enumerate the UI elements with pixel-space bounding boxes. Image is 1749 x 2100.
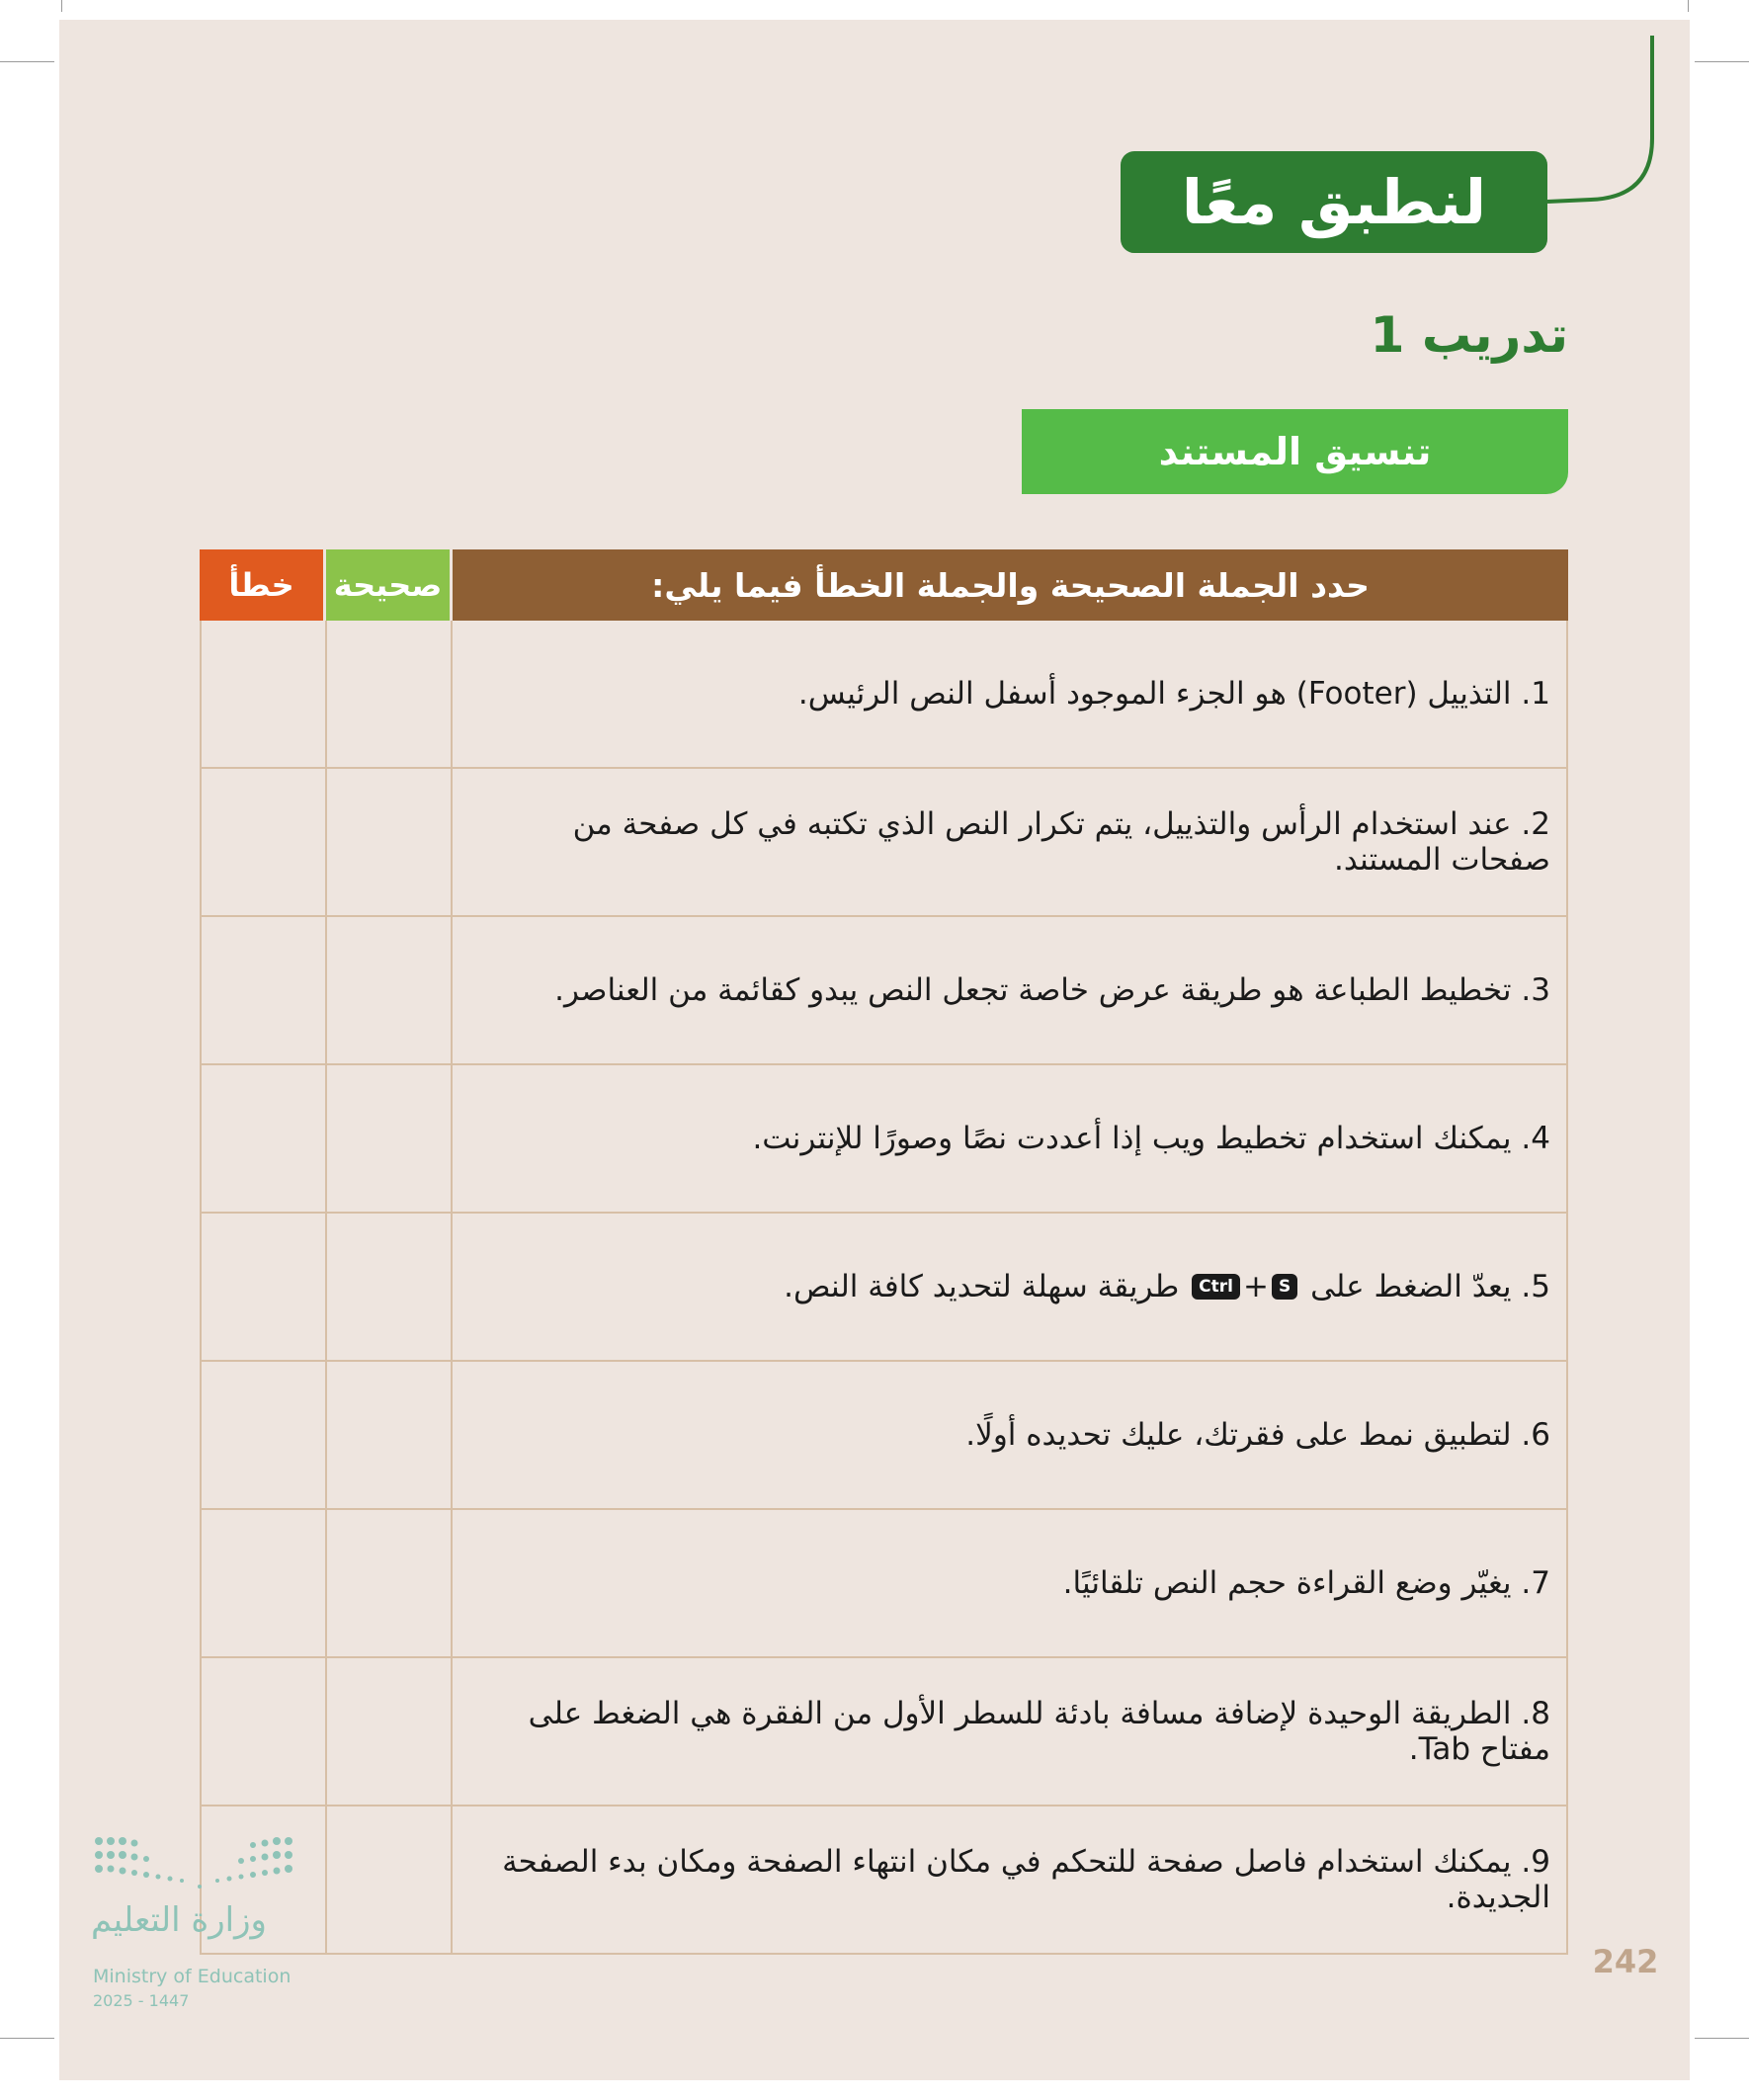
page-number: 242 xyxy=(1592,1943,1659,1980)
header-wrong: خطأ xyxy=(200,549,326,621)
statement-text: 9. يمكنك استخدام فاصل صفحة للتحكم في مكان انتهاء الصفحة ومكان بدء الصفحة الجديدة. xyxy=(502,1844,1550,1915)
statement-text xyxy=(453,1214,1566,1360)
statement-text: 4. يمكنك استخدام تخطيط ويب إذا أعددت نصًا وصورًا للإنترنت. xyxy=(752,1121,1550,1156)
ministry-logo-dots-icon xyxy=(91,1833,298,1892)
crop-mark xyxy=(1688,0,1689,12)
statement-text: 3. تخطيط الطباعة هو طريقة عرض خاصة تجعل النص يبدو كقائمة من العناصر. xyxy=(554,972,1550,1008)
wrong-answer-cell[interactable] xyxy=(202,1510,327,1656)
right-answer-cell[interactable] xyxy=(327,1806,453,1953)
right-answer-cell[interactable] xyxy=(327,1065,453,1212)
ministry-name-arabic: وزارة التعليم xyxy=(91,1900,267,1940)
right-answer-cell[interactable] xyxy=(327,1658,453,1805)
table-header xyxy=(200,549,1568,621)
header-right: صحيحة xyxy=(326,549,453,621)
right-answer-cell[interactable] xyxy=(327,917,453,1063)
right-answer-cell[interactable] xyxy=(327,621,453,767)
exercise-title: تدريب 1 xyxy=(1370,306,1568,364)
crop-mark xyxy=(61,0,62,12)
table-row xyxy=(202,915,1566,1063)
ministry-name-english: Ministry of Education xyxy=(93,1966,292,1987)
wrong-answer-cell[interactable] xyxy=(202,1362,327,1508)
plus-sign: + xyxy=(1242,1269,1269,1304)
wrong-answer-cell[interactable] xyxy=(202,1658,327,1805)
ctrl-key-icon: Ctrl xyxy=(1192,1274,1240,1300)
wrong-answer-cell[interactable] xyxy=(202,1214,327,1360)
wrong-answer-cell[interactable] xyxy=(202,917,327,1063)
statement-text-before: 5. يعدّ الضغط على xyxy=(1310,1269,1550,1304)
table-row xyxy=(202,1212,1566,1360)
wrong-answer-cell[interactable] xyxy=(202,1065,327,1212)
wrong-answer-cell[interactable] xyxy=(202,621,327,767)
right-answer-cell[interactable] xyxy=(327,769,453,915)
statement-text: 2. عند استخدام الرأس والتذييل، يتم تكرار النص الذي تكتبه في كل صفحة من صفحات المستند. xyxy=(572,806,1550,878)
statement-text-after: طريقة سهلة لتحديد كافة النص. xyxy=(784,1269,1180,1304)
right-answer-cell[interactable] xyxy=(327,1510,453,1656)
table-row xyxy=(202,1805,1566,1953)
table-row xyxy=(202,621,1566,767)
table-row xyxy=(202,1360,1566,1508)
statement-text: 7. يغيّر وضع القراءة حجم النص تلقائيًا. xyxy=(1062,1565,1550,1601)
topic-banner: تنسيق المستند xyxy=(1022,409,1568,494)
ministry-year: 2025 - 1447 xyxy=(93,1991,190,2010)
main-title: لنطبق معًا xyxy=(1121,151,1547,253)
crop-mark xyxy=(1695,61,1749,62)
statement-text: 8. الطريقة الوحيدة لإضافة مسافة بادئة للسطر الأول من الفقرة هي الضغط على مفتاح Tab. xyxy=(528,1696,1550,1767)
header-instruction: حدد الجملة الصحيحة والجملة الخطأ فيما يلي: xyxy=(453,549,1568,621)
table-body xyxy=(200,621,1568,1955)
s-key-icon: S xyxy=(1272,1274,1297,1300)
crop-mark xyxy=(0,2038,54,2039)
table-row xyxy=(202,767,1566,915)
wrong-answer-cell[interactable] xyxy=(202,769,327,915)
right-answer-cell[interactable] xyxy=(327,1362,453,1508)
ministry-logo xyxy=(91,1833,298,2011)
table-row xyxy=(202,1508,1566,1656)
crop-mark xyxy=(0,61,54,62)
table-row xyxy=(202,1063,1566,1212)
statement-text: 6. لتطبيق نمط على فقرتك، عليك تحديده أولًا. xyxy=(965,1417,1550,1453)
right-answer-cell[interactable] xyxy=(327,1214,453,1360)
true-false-table xyxy=(200,549,1568,1955)
table-row xyxy=(202,1656,1566,1805)
crop-mark xyxy=(1695,2038,1749,2039)
statement-text: 1. التذييل (Footer) هو الجزء الموجود أسفل النص الرئيس. xyxy=(797,676,1550,712)
